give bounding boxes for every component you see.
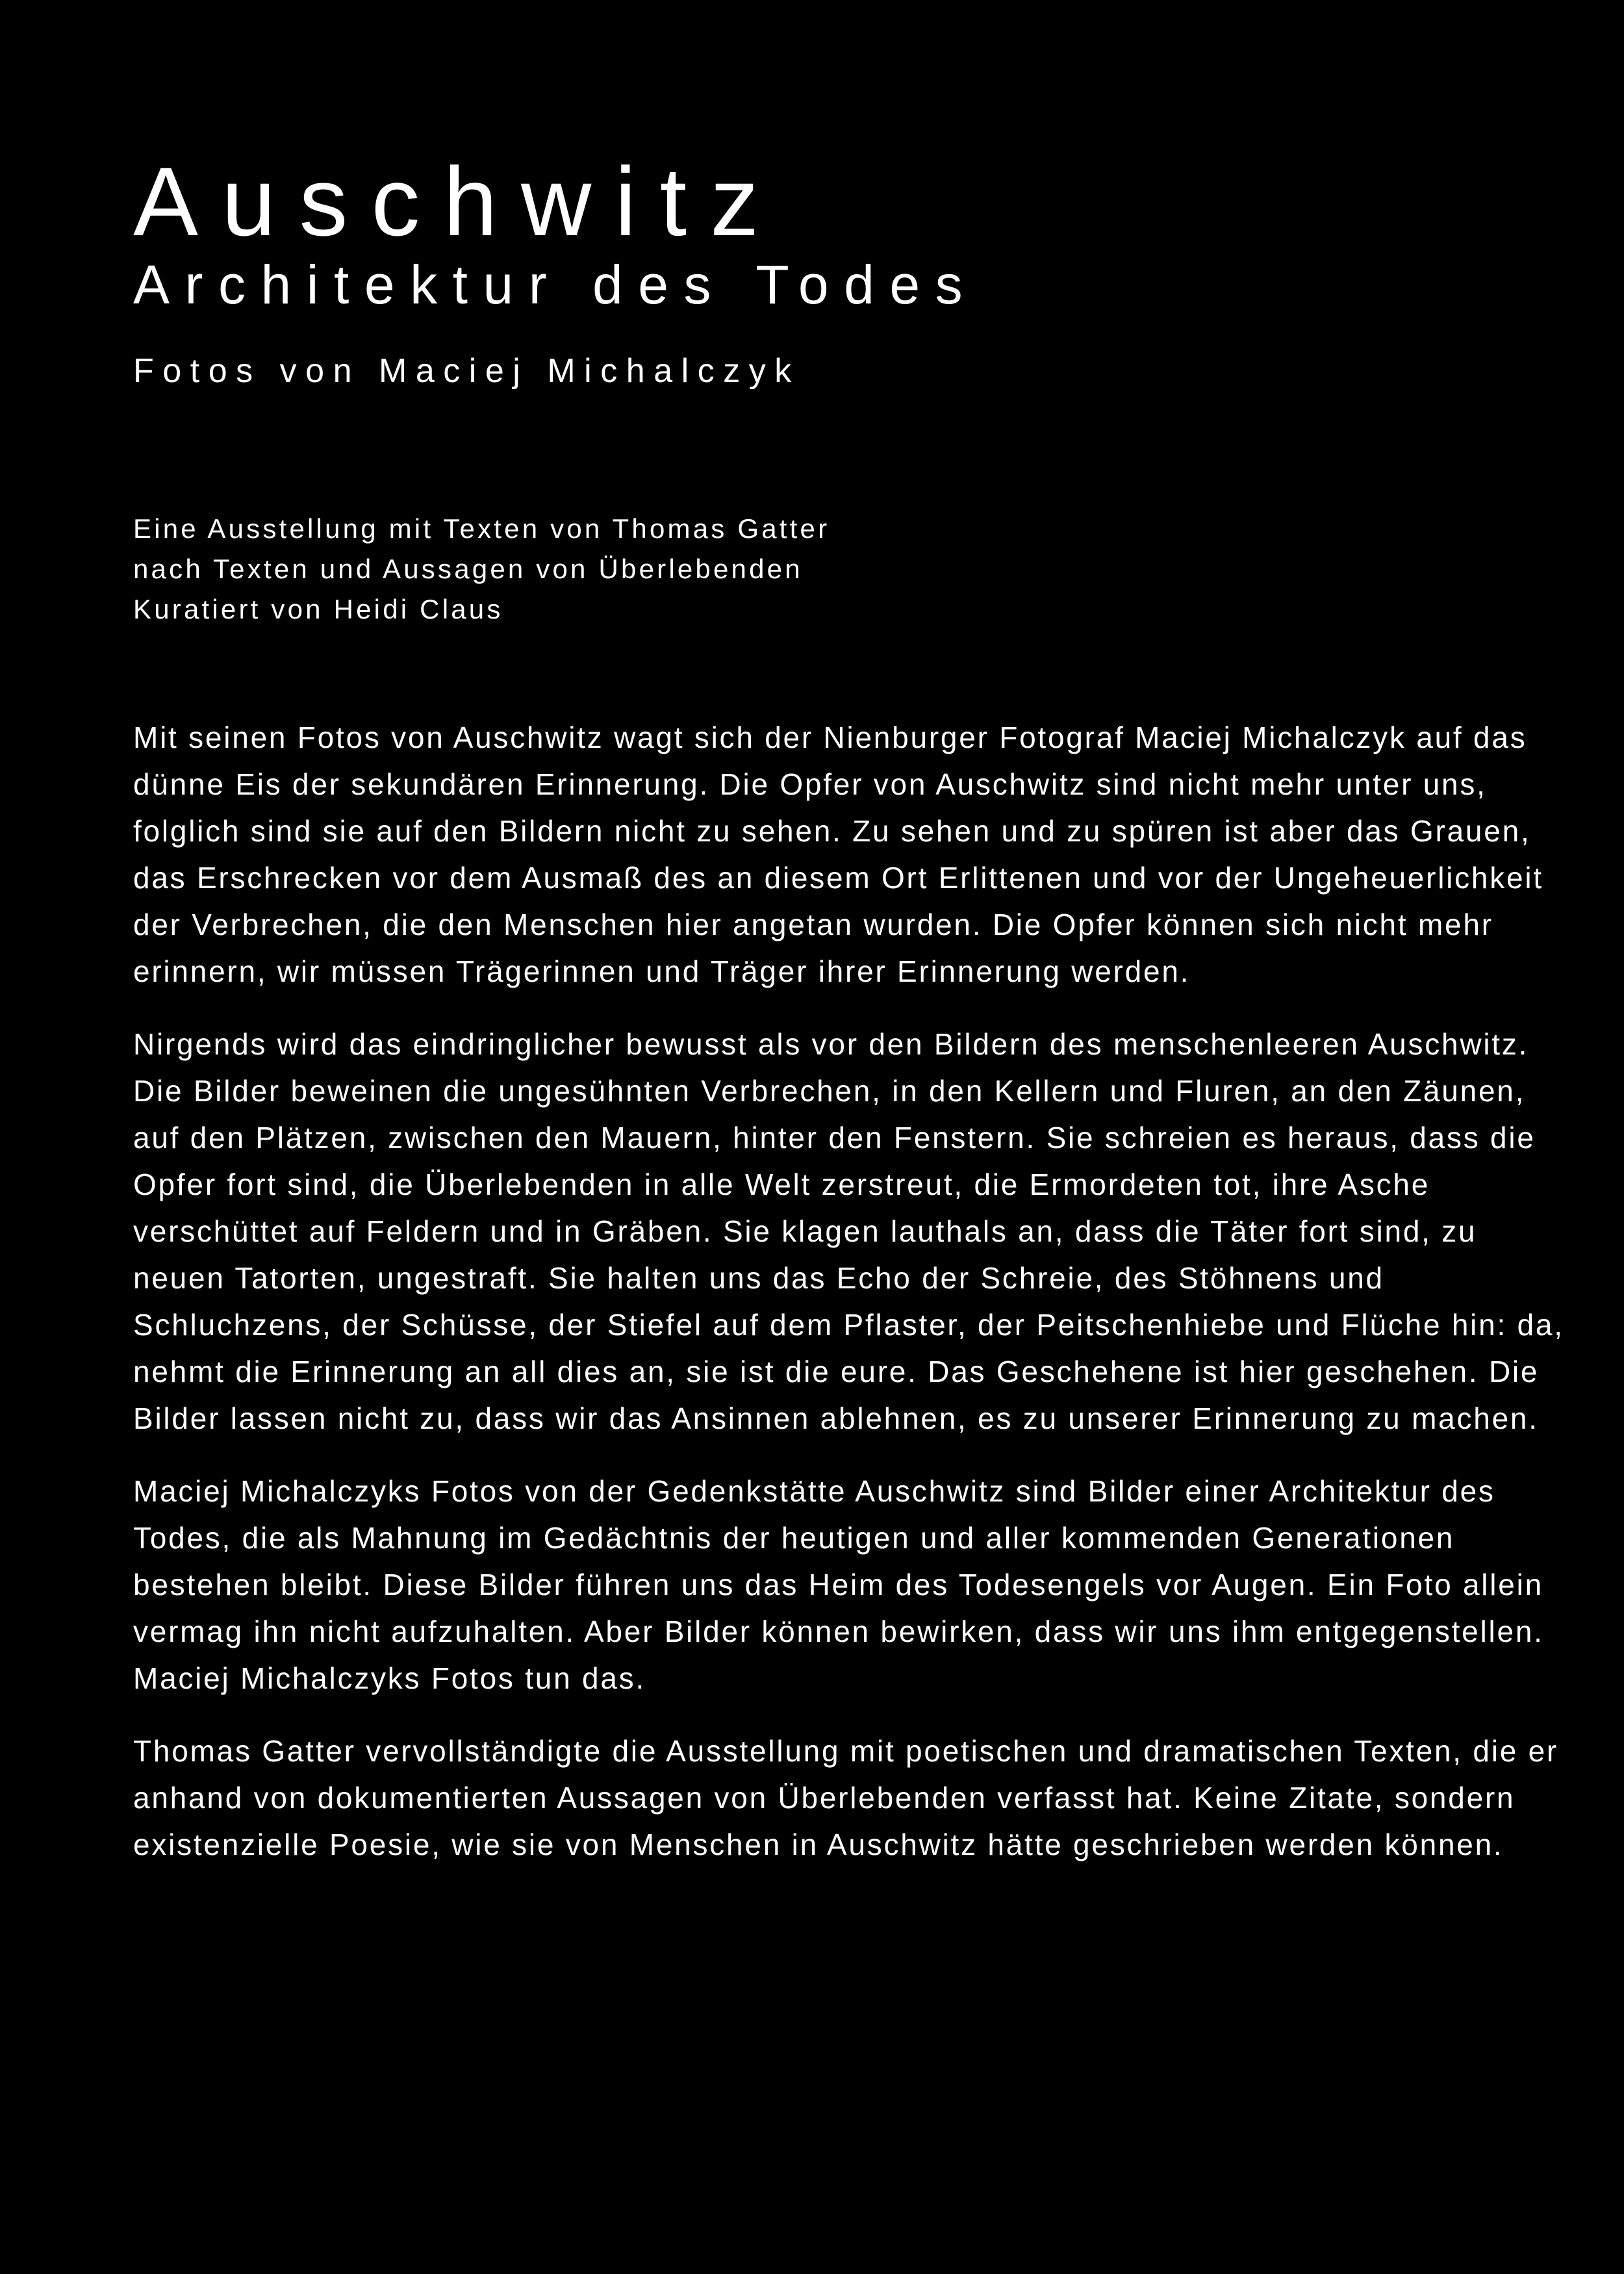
body-text-block	[133, 714, 1579, 1868]
body-paragraph: Maciej Michalczyks Fotos von der Gedenkstätte Auschwitz sind Bilder einer Architektur des Todes, die als Mahnung im Gedächtnis der heutigen und aller kommenden Generationen bestehen bleibt. Diese Bilder führen uns das Heim des Todesengels vor Augen. Ein Foto allein vermag ihn nicht aufzuhalten. Aber Bilder können bewirken, dass wir uns ihm entgegenstellen. Maciej Michalczyks Fotos tun das.	[133, 1474, 1544, 1696]
credit-line-texts: Eine Ausstellung mit Texten von Thomas Gatter	[133, 513, 830, 544]
body-paragraph: Nirgends wird das eindringlicher bewusst als vor den Bildern des menschenleeren Auschwitz. Die Bilder beweinen die ungesühnten Verbrechen, in den Kellern und Fluren, an den Zäunen, auf den Plätzen, zwischen den Mauern, hinter den Fenstern. Sie schreien es heraus, dass die Opfer fort sind, die Überlebenden in alle Welt zerstreut, die Ermordeten tot, ihre Asche verschüttet auf Feldern und in Gräben. Sie klagen lauthals an, dass die Täter fort sind, zu neuen Tatorten, ungestraft. Sie halten uns das Echo der Schreie, des Stöhnens und Schluchzens, der Schüsse, der Stiefel auf dem Pflaster, der Peitschenhiebe und Flüche hin: da, nehmt die Erinnerung an all dies an, sie ist die eure. Das Geschehene ist hier geschehen. Die Bilder lassen nicht zu, dass wir das Ansinnen ablehnen, es zu unserer Erinnerung zu machen.	[133, 1027, 1564, 1436]
photographer-byline: Fotos von Maciej Michalczyk	[133, 351, 800, 390]
body-paragraph: Mit seinen Fotos von Auschwitz wagt sich der Nienburger Fotograf Maciej Michalczyk auf das dünne Eis der sekundären Erinnerung. Die Opfer von Auschwitz sind nicht mehr unter uns, folglich sind sie auf den Bildern nicht zu sehen. Zu sehen und zu spüren ist aber das Grauen, das Erschrecken vor dem Ausmaß des an diesem Ort Erlittenen und vor der Ungeheuerlichkeit der Verbrechen, die den Menschen hier angetan wurden. Die Opfer können sich nicht mehr erinnern, wir müssen Trägerinnen und Träger ihrer Erinnerung werden.	[133, 721, 1543, 989]
page-title: Auschwitz	[133, 147, 783, 256]
credits-block	[133, 509, 1579, 630]
credit-line-sources: nach Texten und Aussagen von Überlebenden	[133, 554, 803, 585]
page-subtitle: Architektur des Todes	[133, 253, 978, 315]
body-paragraph: Thomas Gatter vervollständigte die Ausstellung mit poetischen und dramatischen Texten, die er anhand von dokumentierten Aussagen von Überlebenden verfasst hat. Keine Zitate, sondern existenzielle Poesie, wie sie von Menschen in Auschwitz hätte geschrieben werden können.	[133, 1734, 1559, 1862]
credit-line-curator: Kuratiert von Heidi Claus	[133, 594, 503, 625]
